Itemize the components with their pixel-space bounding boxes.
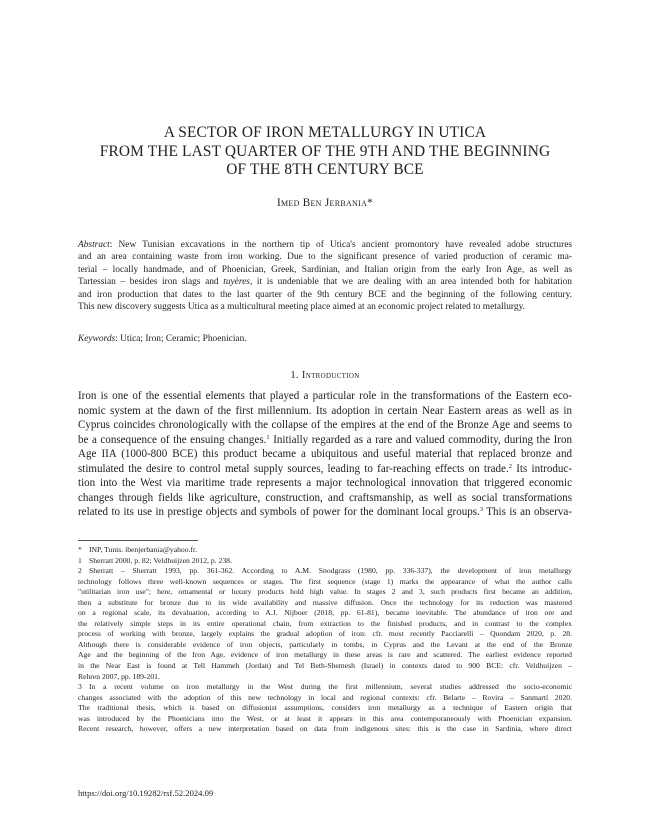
- footnote-line: In a recent volume on iron metallurgy in the West during the first millennium, several studies addressed the socio-economic: [89, 682, 572, 692]
- footnote-line: then a substitute for bronze due to its wide availability and massive diffusion. Once the technology for its reduction was mastered: [78, 597, 572, 607]
- article-page: [78, 0, 572, 826]
- body-line: tion into the West via maritime trade represents a major technological innovation that triggered economic: [78, 477, 572, 489]
- doi-link[interactable]: https://doi.org/10.19282/rsf.52.2024.09: [78, 788, 214, 798]
- footnote-line: Rehren 2007, pp. 189-201.: [78, 671, 160, 681]
- footnote-line: Recent research, however, offers a new interpretation based on data from indigenous sites: this is the case in Sardinia, where direct: [78, 724, 572, 734]
- body-text: related to its use in prestige objects and symbols of power for the dominant local groups.: [78, 506, 480, 518]
- body-line: Age IIA (1000-800 BCE) this product became a ubiquitous and useful material that replaced bronze and: [78, 448, 572, 460]
- body-text: Its introduc-: [511, 462, 572, 475]
- footnote-number: 3: [78, 682, 82, 692]
- body-line: Cyprus coincides chronologically with the collapse of the empires at the end of the Bronze Age and seems to: [78, 419, 572, 431]
- footnote: [78, 556, 572, 567]
- footnote-number: 2: [78, 566, 82, 576]
- footnote-line: the relatively simple steps in its entire operational chain, from extraction to the finished products, and in contrast to the complex: [78, 618, 572, 628]
- abstract-line: This new discovery suggests Utica as a multicultural meeting place aimed at an economic project related to metallurgy.: [78, 302, 525, 313]
- abstract-line: : New Tunisian excavations in the northern tip of Utica's ancient promontory have revealed adobe structures: [109, 240, 572, 250]
- abstract-line: Tartessian – besides iron slags and tuyères, it is undeniable that we are dealing with an area intended both for habitation: [78, 277, 572, 288]
- abstract-line: and an area containing waste from iron working. Due to the significant presence of varied production of ceramic ma-: [78, 252, 572, 263]
- footnote-line: Age and the beginning of the Iron Age, evidence of iron metallurgy in these areas is rare and scattered. The earliest evidence reported: [78, 650, 572, 660]
- body-text: This is an observa-: [483, 506, 572, 518]
- article-title: [68, 124, 582, 180]
- footnote-line: technology follows three well-known sequences or stages. The first sequence (stage 1) marks the appearance of what the author calls: [78, 576, 572, 586]
- author-name: Imed Ben Jerbania*: [276, 197, 374, 209]
- footnote-number: 1: [78, 555, 82, 565]
- footnote-number: *: [78, 545, 82, 554]
- title-line: A SECTOR OF IRON METALLURGY IN UTICA: [163, 124, 487, 141]
- body-line: Iron is one of the essential elements that played a particular role in the transformations of the Eastern eco-: [78, 390, 572, 402]
- footnote-line: changes associated with the adoption of this new technology in local and regional contexts: cfr. Belarte – Rovira – Sanmartí 2020.: [78, 692, 572, 702]
- footnote: [78, 682, 572, 735]
- body-line: changes through fields like agriculture, construction, and craftsmanship, as well as social transformations: [78, 491, 572, 504]
- abstract-label: Abstract: [78, 240, 110, 250]
- footnote-line: on a regional scale, its devaluation, according to A.J. Nijboer (2018, pp. 61-81), became inevitable. The abundance of iron ore and: [78, 608, 572, 618]
- abstract: [78, 239, 572, 313]
- footnote-ref[interactable]: 3: [479, 506, 484, 513]
- title-line: OF THE 8TH CENTURY BCE: [226, 161, 424, 178]
- footnote-line: was introduced by the Phoenicians into the West, or at least it appears in this area contemporaneously with Phoenician expansion.: [78, 713, 572, 723]
- footnote-ref[interactable]: 2: [508, 462, 512, 470]
- footnote-line: The traditional thesis, which is based on diffusionist assumptions, considers iron metallurgy as a technique of Eastern origin that: [78, 703, 572, 713]
- keywords-text: : Utica; Iron; Ceramic; Phoenician.: [115, 334, 247, 344]
- footnote-line: process of working with bronze, largely explains the gradual adoption of iron: cfr. most recently Pacciarelli – Quondam 2020, p. 28.: [78, 629, 572, 639]
- title-line: FROM THE LAST QUARTER OF THE 9TH AND THE BEGINNING: [99, 142, 551, 160]
- footnotes: [78, 545, 572, 735]
- footnote-ref[interactable]: 1: [266, 433, 270, 441]
- body-text: Initially regarded as a rare and valued commodity, during the Iron: [269, 433, 572, 446]
- body-line: nomic system at the dawn of the first millennium. Its adoption in certain Near Eastern areas as well as in: [78, 404, 572, 417]
- footnote-line: Sherratt 2000, p. 82; Veldhuijzen 2012, p. 238.: [89, 555, 232, 565]
- abstract-line: and iron production that dates to the last quarter of the 9th century BCE and the beginning of the following century.: [78, 289, 572, 300]
- footnote-line: "utilitarian iron use"; here, ornamental or luxury products hold high value. In stages 2 and 3, such products first became an addition,: [78, 587, 572, 597]
- keywords: [78, 333, 572, 345]
- footnote-line: Although there is considerable evidence of iron objects, particularly in tombs, in Cyprus and the Levant at the end of the Bronze: [78, 639, 572, 649]
- footnote-line: Sherratt – Sherratt 1993, pp. 361-362. According to A.M. Snodgrass (1980, pp. 336-337), the development of iron metallurgy: [89, 566, 572, 576]
- body-text: stimulated the desire to control metal supply sources, leading to far-reaching effects on trade.: [78, 462, 509, 475]
- footnote: [78, 545, 572, 556]
- footnote-divider: [78, 540, 198, 541]
- abstract-line: terial – locally handmade, and of Phoenician, Greek, Sardinian, and Italian origin from the early Iron Age, as well as: [78, 264, 572, 275]
- keywords-label: Keywords: [78, 334, 116, 344]
- introduction-body: [78, 389, 572, 520]
- body-text: be a consequence of the ensuing changes.: [78, 433, 267, 446]
- footnote: [78, 566, 572, 682]
- footnote-line: in the Near East is found at Tell Hammeh (Jordan) and Tel Beth-Shemesh (Israel) in contexts dated to 900 BCE: cfr. Veldhuijzen –: [78, 661, 572, 671]
- footnote-line: INP, Tunis. ibenjerbania@yahoo.fr.: [89, 545, 198, 554]
- section-heading: 1. Introduction: [290, 370, 360, 381]
